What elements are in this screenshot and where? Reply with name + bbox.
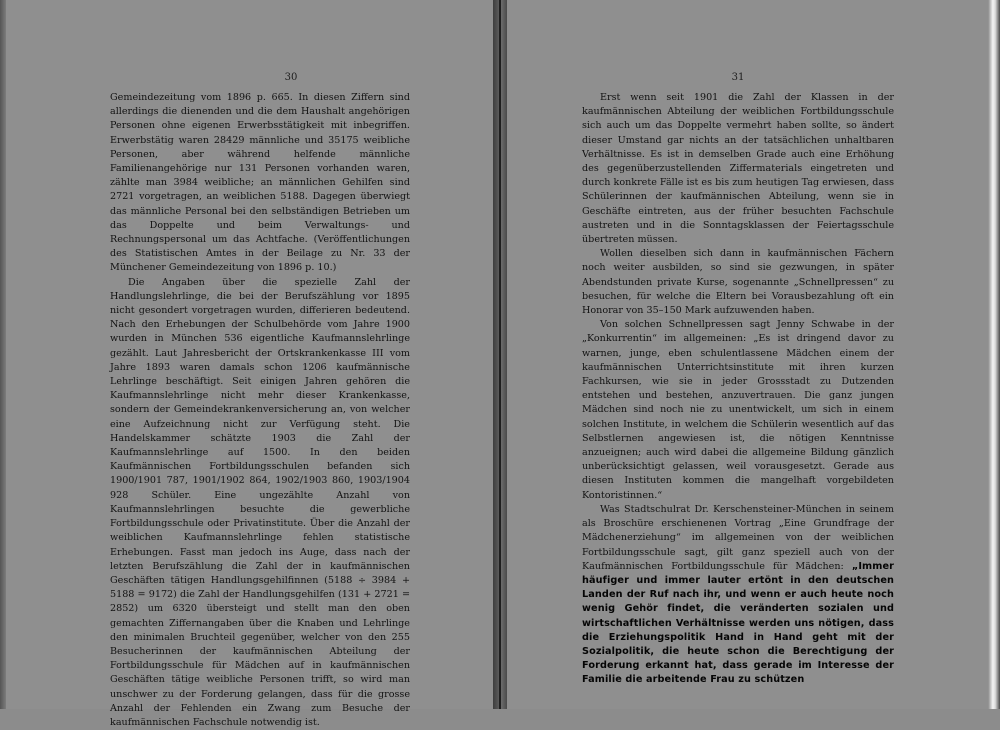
paragraph — [582, 503, 894, 688]
gutter-fold-line — [499, 0, 501, 709]
paragraph: Wollen dieselben sich dann in kaufmännischen Fächern noch weiter ausbilden, so sind sie gezwungen, in später Abendstunden private Kurse, sogenannte „Schnellpressen“ zu besuchen, für welche die Eltern bei Vorausbezahlung oft ein Honorar von 35–150 Mark aufzuwenden haben. — [582, 248, 894, 317]
left-page-edge — [0, 0, 6, 709]
paragraph-text: Was Stadtschulrat Dr. Kerschensteiner-München in seinem als Broschüre erschienenen Vortrag „Eine Grundfrage der Mädchenerziehung“ im allgemeinen von der weiblichen Fortbildungsschule sagt, gilt ganz speziell auch von der Kaufmännischen Fortbildungsschule für Mädchen: — [582, 503, 894, 572]
paragraph: Gemeindezeitung vom 1896 p. 665. In diesen Ziffern sind allerdings die dienenden und die dem Haushalt angehörigen Personen ohne eigenen Erwerbsstätigkeit mit inbegriffen. Erwerbstätig waren 28429 männliche und 35175 weibliche Personen, aber während helfende männliche Familienangehörige nur 131 Personen vorhanden waren, zählte man 3984 weibliche; an männlichen Gehilfen sind 2721 vorgetragen, an weiblichen 5188. Dagegen überwiegt das männliche Personal bei den selbständigen Betrieben um das Doppelte und beim Verwaltungs- und Rechnungspersonal um das Achtfache. (Veröffentlichungen des Statistischen Amtes in der Beilage zu Nr. 33 der Münchener Gemeindezeitung von 1896 p. 10.) — [110, 92, 410, 274]
bold-quotation: „Immer häufiger und immer lauter ertönt in den deutschen Landen der Ruf nach ihr, und wenn er auch heute noch wenig Gehör findet, die veränderten sozialen und wirtschaftlichen Verhältnisse werden uns nötigen, dass die Erziehungspolitik Hand in Hand geht mit der Sozialpolitik, die heute schon die Berechtigung der Forderung erkannt hat, dass gerade im Interesse der Familie die arbeitende Frau zu schützen — [582, 560, 894, 686]
paragraph: Von solchen Schnellpressen sagt Jenny Schwabe in der „Konkurrentin“ im allgemeinen: „Es ist dringend davor zu warnen, junge, eben schulentlassene Mädchen einem der kaufmännischen Unterrichtsinstitute mit ihren kurzen Fachkursen, wie sie in jeder Grossstadt zu Dutzenden entstehen und bestehen, anzuvertrauen. Die ganz jungen Mädchen sind noch nie zu unentwickelt, um sich in einem solchen Institute, in welchem die Schülerin wesentlich auf das Selbstlernen angewiesen ist, die nötigen Kenntnisse anzueignen; auch wird dabei die allgemeine Bildung gänzlich unberücksichtigt gelassen, weil vorausgesetzt. Gerade aus diesen Instituten kommen die mangelhaft vorgebildeten Kontoristinnen.“ — [582, 319, 894, 501]
right-page-edge — [988, 0, 1000, 709]
left-page — [96, 0, 486, 728]
paragraph: Erst wenn seit 1901 die Zahl der Klassen in der kaufmännischen Abteilung der weiblichen Fortbildungsschule sich auch um das Doppelte vermehrt haben sollte, so ändert dieser Umstand gar nichts an der tatsächlichen unhaltbaren Verhältnisse. Es ist in demselben Grade auch eine Erhöhung des gegenüberzustellenden Ziffermaterials eingetreten und durch konkrete Fälle ist es bis zum heutigen Tag erwiesen, dass Schülerinnen der kaufmännischen Abteilung, wenn sie in Geschäfte eintreten, aus der früher besuchten Fachschule austreten und in die Sonntagsklassen der Feiertagsschule übertreten müssen. — [582, 92, 895, 246]
page-body — [110, 91, 410, 730]
page-number: 30 — [284, 72, 298, 83]
paragraph: Die Angaben über die spezielle Zahl der Handlungslehrlinge, die bei der Berufszählung vor 1895 nicht gesondert vorgetragen wurden, differieren bedeutend. Nach den Erhebungen der Schulbehörde vom Jahre 1900 wurden in München 536 eigentliche Kaufmannslehrlinge gezählt. Laut Jahresbericht der Ortskrankenkasse III vom Jahre 1893 waren damals schon 1206 kaufmännische Lehrlinge beschäftigt. Seit einigen Jahren gehören die Kaufmannslehrlinge nicht mehr dieser Krankenkasse, sondern der Gemeindekrankenversicherung an, von welcher eine Aufzeichnung nicht zur Verfügung steht. Die Handelskammer schätzte 1903 die Zahl der Kaufmannslehrlinge auf 1500. In den beiden Kaufmännischen Fortbildungsschulen befanden sich 1900/1901 787, 1901/1902 864, 1902/1903 860, 1903/1904 928 Schüler. Eine ungezählte Anzahl von Kaufmannslehrlingen besuchte die gewerbliche Fortbildungsschule oder Privatinstitute. Über die Anzahl der weiblichen Kaufmannslehrlinge fehlen statistische Erhebungen. Fasst man jedoch ins Auge, dass nach der letzten Berufszählung die Zahl der in kaufmännischen Geschäften tätigen Handlungsgehilfinnen (5188 ÷ 3984 + 5188 = 9172) die Zahl der Handlungsgehilfen (131 + 2721 = 2852) um 6320 übersteigt und stellt man den oben gemachten Ziffernangaben über die Knaben und Lehrlinge den minimalen Bruchteil gegenüber, welcher von den 255 Besucherinnen der kaufmännischen Abteilung der Fortbildungsschule für Mädchen auf in kaufmännischen Geschäften tätige weibliche Personen trifft, so wird man unschwer zu der Forderung gelangen, dass für die grosse Anzahl der Fehlenden ein Zwang zum Besuche der kaufmännischen Fachschule notwendig ist. — [110, 276, 410, 728]
page-number: 31 — [731, 72, 745, 83]
page-body — [582, 91, 894, 688]
right-page — [582, 0, 894, 709]
